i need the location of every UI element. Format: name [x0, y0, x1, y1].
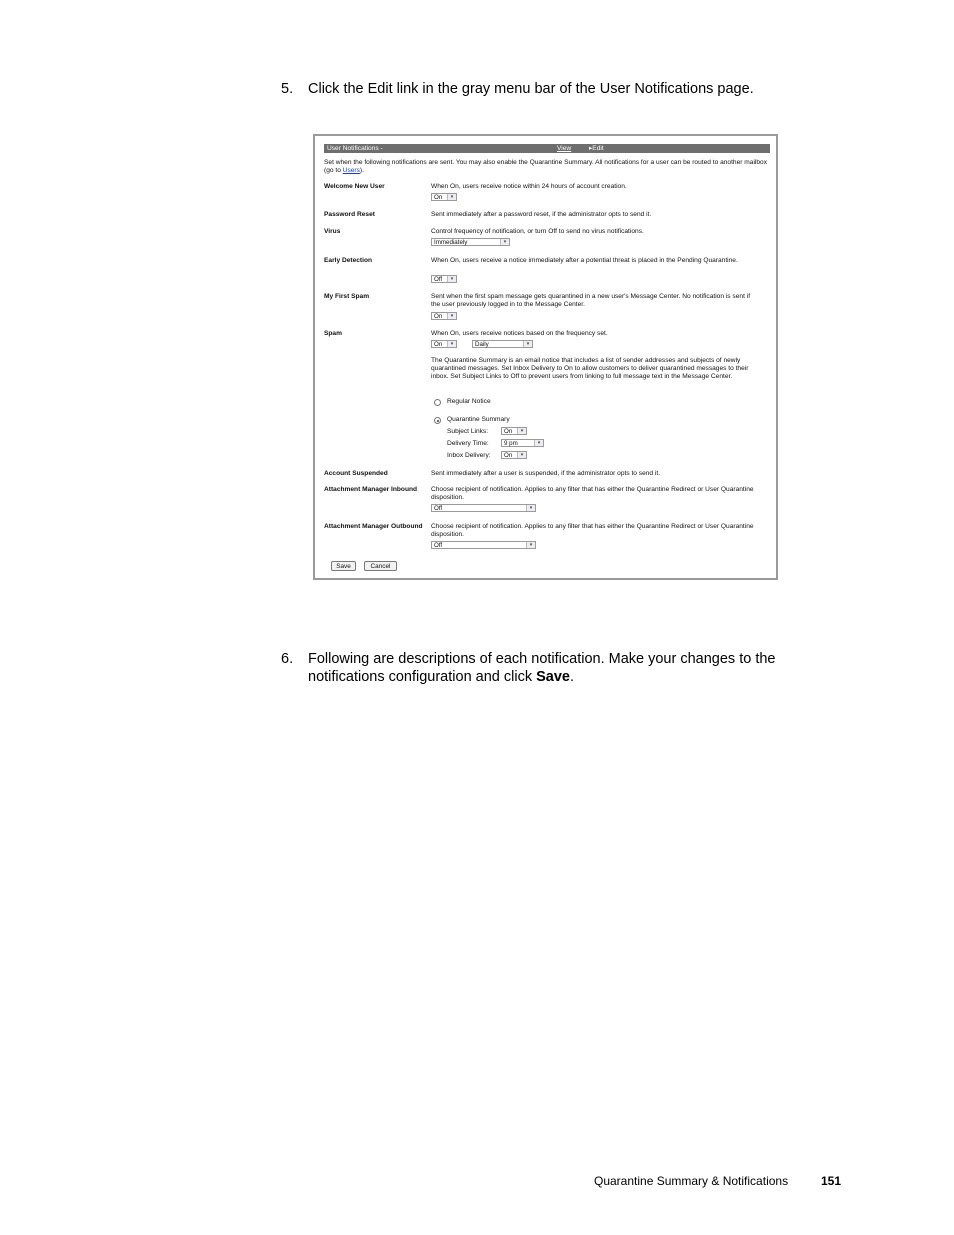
chevron-down-icon: ▾: [523, 341, 532, 347]
chevron-down-icon: ▾: [534, 440, 543, 446]
subject-links-select[interactable]: On ▾: [501, 427, 527, 435]
password-reset-desc: Sent immediately after a password reset, if the administrator opts to send it.: [431, 211, 652, 218]
early-detection-desc: When On, users receive a notice immediately after a potential threat is placed in the Pending Quarantine.: [431, 257, 738, 264]
subject-links-label: Subject Links:: [447, 428, 489, 435]
early-detection-label: Early Detection: [324, 257, 373, 264]
virus-label: Virus: [324, 228, 341, 235]
chevron-down-icon: ▾: [526, 505, 535, 511]
step-number: 6.: [281, 651, 294, 667]
chevron-down-icon: ▾: [500, 239, 509, 245]
page-number: 151: [821, 1174, 842, 1188]
cancel-button[interactable]: Cancel: [364, 561, 397, 571]
quarantine-summary-desc: The Quarantine Summary is an email notice that includes a list of sender addresses and subjects of newly quarantined messages. Set Inbox Delivery to On to allow customers to deliver quarantined messages to their inbox. Set Subject Links to Off to prevent users from linking to full message text in the Message Center.: [431, 357, 749, 381]
account-suspended-label: Account Suspended: [324, 470, 388, 477]
quarantine-summary-label: Quarantine Summary: [447, 416, 510, 423]
save-emphasis: Save: [536, 669, 570, 685]
welcome-label: Welcome New User: [324, 183, 385, 190]
password-reset-label: Password Reset: [324, 211, 375, 218]
my-first-spam-label: My First Spam: [324, 293, 370, 300]
my-first-spam-select[interactable]: On ▾: [431, 312, 457, 320]
attachment-outbound-label: Attachment Manager Outbound: [324, 523, 423, 530]
menu-bar: [324, 144, 770, 153]
menu-bar-title: User Notifications -: [327, 145, 383, 152]
chevron-down-icon: ▾: [526, 542, 535, 548]
user-notifications-screenshot: [313, 134, 778, 580]
attachment-inbound-label: Attachment Manager Inbound: [324, 486, 418, 493]
regular-notice-radio[interactable]: [434, 399, 441, 406]
spam-frequency-select[interactable]: Daily ▾: [472, 340, 533, 348]
spam-label: Spam: [324, 330, 342, 337]
welcome-select[interactable]: On ▾: [431, 193, 457, 201]
virus-desc: Control frequency of notification, or turn Off to send no virus notifications.: [431, 228, 644, 235]
chevron-down-icon: ▾: [447, 194, 456, 200]
chevron-down-icon: ▾: [517, 452, 526, 458]
edit-link[interactable]: ▸Edit: [589, 145, 604, 152]
welcome-desc: When On, users receive notice within 24 hours of account creation.: [431, 183, 627, 190]
save-button[interactable]: Save: [331, 561, 356, 571]
virus-select[interactable]: Immediately ▾: [431, 238, 510, 246]
delivery-time-select[interactable]: 9 pm ▾: [501, 439, 544, 447]
chevron-down-icon: ▾: [447, 276, 456, 282]
chevron-down-icon: ▾: [447, 341, 456, 347]
step-text: Following are descriptions of each notification. Make your changes to the notifications configuration and click Save.: [308, 651, 776, 685]
my-first-spam-desc: Sent when the first spam message gets quarantined in a new user's Message Center. No notification is sent if the user previously logged in to the Message Center.: [431, 293, 751, 309]
account-suspended-desc: Sent immediately after a user is suspended, if the administrator opts to send it.: [431, 470, 661, 477]
inbox-delivery-label: Inbox Delivery:: [447, 452, 491, 459]
quarantine-summary-radio[interactable]: [434, 417, 441, 424]
spam-desc: When On, users receive notices based on the frequency set.: [431, 330, 608, 337]
footer-section-title: Quarantine Summary & Notifications: [594, 1174, 789, 1188]
attachment-outbound-desc: Choose recipient of notification. Applies to any filter that has either the Quarantine Redirect or User Quarantine disposition.: [431, 523, 754, 539]
view-link[interactable]: View: [557, 145, 572, 152]
early-detection-select[interactable]: Off ▾: [431, 275, 457, 283]
step-text: Click the Edit link in the gray menu bar of the User Notifications page.: [308, 81, 754, 97]
intro-text: Set when the following notifications are sent. You may also enable the Quarantine Summary. All notifications for a user can be routed to another mailbox (go to Users).: [324, 159, 768, 175]
chevron-down-icon: ▾: [447, 313, 456, 319]
regular-notice-label: Regular Notice: [447, 398, 491, 405]
step-number: 5.: [281, 81, 294, 97]
chevron-down-icon: ▾: [517, 428, 526, 434]
attachment-inbound-select[interactable]: Off ▾: [431, 504, 536, 512]
users-link[interactable]: Users: [342, 167, 360, 175]
inbox-delivery-select[interactable]: On ▾: [501, 451, 527, 459]
delivery-time-label: Delivery Time:: [447, 440, 489, 447]
spam-select[interactable]: On ▾: [431, 340, 457, 348]
attachment-inbound-desc: Choose recipient of notification. Applies to any filter that has either the Quarantine Redirect or User Quarantine disposition.: [431, 486, 754, 502]
attachment-outbound-select[interactable]: Off ▾: [431, 541, 536, 549]
